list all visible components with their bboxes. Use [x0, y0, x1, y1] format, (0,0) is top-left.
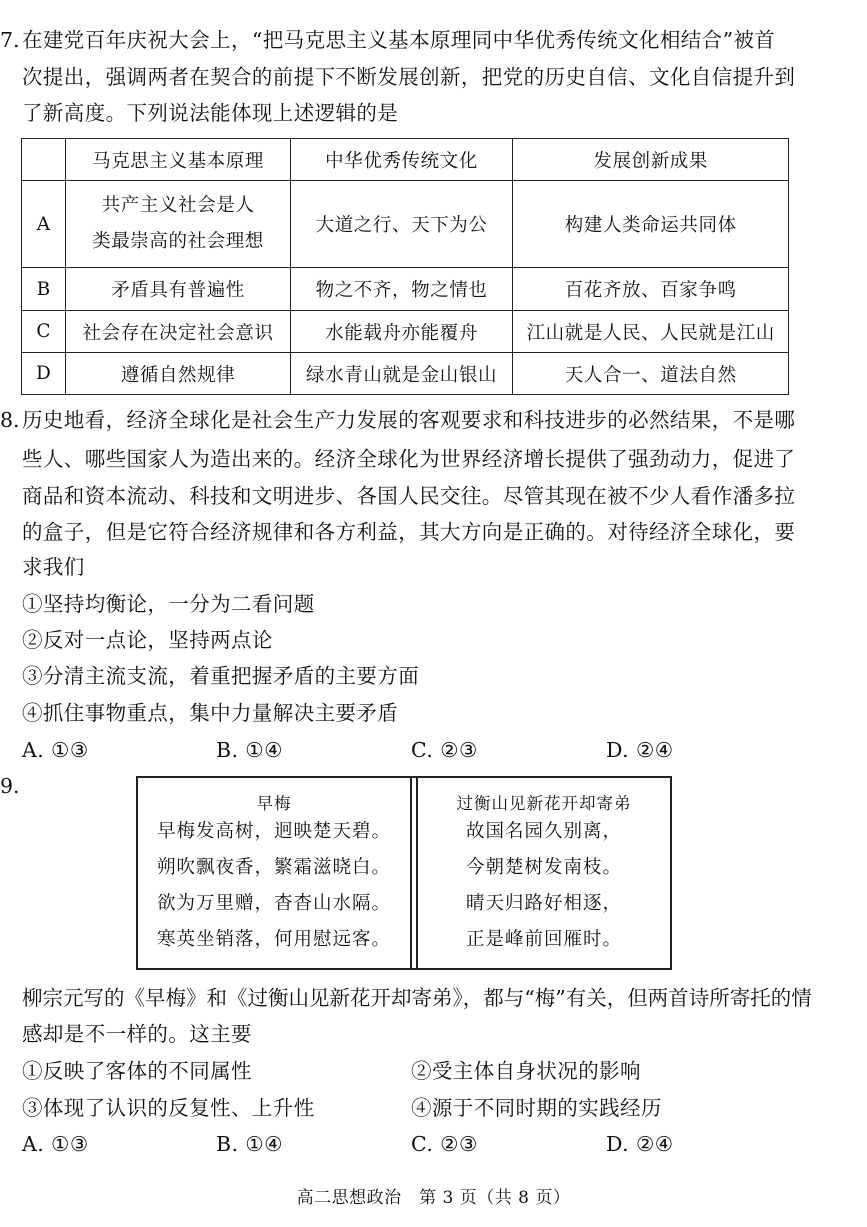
q7-row-label: D [22, 353, 66, 395]
q7-stem-line-2: 次提出，强调两者在契合的前提下不断发展创新，把党的历史自信、文化自信提升到 [22, 65, 796, 89]
q8-statement-1: ①坚持均衡论，一分为二看问题 [22, 592, 315, 616]
q8-statement-2: ②反对一点论，坚持两点论 [22, 628, 273, 652]
q9-number: 9. [0, 774, 20, 798]
poem-zaomei-line-2: 朔吹飘夜香，繁霜滋晓白。 [156, 857, 391, 878]
q8-option-d[interactable]: D. ②④ [606, 738, 674, 762]
q7-table-header-row [22, 139, 789, 181]
poem-zaomei-line-4: 寒英坐销落，何用慰远客。 [156, 929, 391, 950]
q7-row-principle: 矛盾具有普遍性 [66, 268, 290, 311]
q9-statement-3: ③体现了认识的反复性、上升性 [22, 1096, 315, 1120]
q9-statement-4: ④源于不同时期的实践经历 [411, 1096, 662, 1120]
q9-stem-line-2: 感却是不一样的。这主要 [22, 1022, 252, 1046]
q7-stem-line-3: 了新高度。下列说法能体现上述逻辑的是 [22, 101, 399, 125]
q7-table [21, 138, 789, 395]
poem-zaomei-title: 早梅 [256, 794, 292, 813]
q8-stem-line-3: 商品和资本流动、科技和文明进步、各国人民交往。尽管其现在被不少人看作潘多拉 [22, 484, 796, 508]
q7-row-culture: 大道之行、天下为公 [290, 181, 513, 268]
q7-row-principle: 社会存在决定社会意识 [66, 311, 290, 353]
q8-stem-line-5: 求我们 [22, 555, 85, 579]
q9-poem-box [136, 776, 672, 970]
q7-header-principle: 马克思主义基本原理 [66, 139, 290, 181]
q7-row-result: 百花齐放、百家争鸣 [513, 268, 789, 311]
poem-zaomei [138, 778, 412, 968]
q8-stem-line-4: 的盒子，但是它符合经济规律和各方利益，其大方向是正确的。对待经济全球化，要 [22, 520, 796, 544]
poem-hengshan-line-3: 晴天归路好相逐， [465, 893, 622, 914]
q7-row-principle [66, 181, 290, 268]
page-footer: 高二思想政治 第 3 页（共 8 页） [296, 1188, 571, 1208]
q8-option-a[interactable]: A. ①③ [22, 738, 89, 762]
q8-stem-line-1: 历史地看，经济全球化是社会生产力发展的客观要求和科技进步的必然结果，不是哪 [22, 408, 796, 432]
q7-row-label: A [22, 181, 66, 268]
poem-hengshan-line-2: 今朝楚树发南枝。 [465, 857, 622, 878]
q7-header-culture: 中华优秀传统文化 [290, 139, 513, 181]
q7-header-empty [22, 139, 66, 181]
q7-row-principle-line: 共产主义社会是人 [101, 195, 255, 216]
q7-row-culture: 绿水青山就是金山银山 [290, 353, 513, 395]
poem-zaomei-line-3: 欲为万里赠，杳杳山水隔。 [156, 893, 391, 914]
poem-hengshan-line-4: 正是峰前回雁时。 [465, 929, 622, 950]
q7-table-row-d [22, 353, 789, 395]
q7-row-result: 构建人类命运共同体 [513, 181, 789, 268]
q9-statement-1: ①反映了客体的不同属性 [22, 1059, 252, 1083]
q9-option-c[interactable]: C. ②③ [411, 1132, 478, 1156]
q7-row-culture: 物之不齐，物之情也 [290, 268, 513, 311]
q9-stem-line-1: 柳宗元写的《早梅》和《过衡山见新花开却寄弟》，都与“梅”有关，但两首诗所寄托的情 [22, 986, 812, 1010]
q7-row-result: 江山就是人民、人民就是江山 [513, 311, 789, 353]
q8-statement-3: ③分清主流支流，着重把握矛盾的主要方面 [22, 664, 420, 688]
q8-statement-4: ④抓住事物重点，集中力量解决主要矛盾 [22, 701, 399, 725]
q9-option-d[interactable]: D. ②④ [606, 1132, 674, 1156]
poem-hengshan [416, 778, 670, 968]
q9-option-a[interactable]: A. ①③ [22, 1132, 89, 1156]
q9-statement-2: ②受主体自身状况的影响 [411, 1059, 641, 1083]
q7-table-row-b [22, 268, 789, 311]
q8-option-b[interactable]: B. ①④ [216, 738, 283, 762]
q7-header-result: 发展创新成果 [513, 139, 789, 181]
q7-row-label: C [22, 311, 66, 353]
q7-table-row-a [22, 181, 789, 268]
q7-row-label: B [22, 268, 66, 311]
q7-stem-line-1: 在建党百年庆祝大会上，“把马克思主义基本原理同中华优秀传统文化相结合”被首 [22, 28, 776, 52]
q8-stem-line-2: 些人、哪些国家人为造出来的。经济全球化为世界经济增长提供了强劲动力，促进了 [22, 447, 796, 471]
q7-row-result: 天人合一、道法自然 [513, 353, 789, 395]
q8-number: 8. [0, 408, 20, 432]
q7-table-row-c [22, 311, 789, 353]
q7-number: 7. [0, 28, 20, 52]
poem-zaomei-line-1: 早梅发高树，迥映楚天碧。 [156, 821, 391, 842]
q8-option-c[interactable]: C. ②③ [411, 738, 478, 762]
q9-option-b[interactable]: B. ①④ [216, 1132, 283, 1156]
poem-hengshan-title: 过衡山见新花开却寄弟 [456, 794, 632, 813]
poem-hengshan-line-1: 故国名园久别离， [465, 821, 622, 842]
q7-row-culture: 水能载舟亦能覆舟 [290, 311, 513, 353]
q7-row-principle-line: 类最崇高的社会理想 [92, 231, 264, 252]
q7-row-principle: 遵循自然规律 [66, 353, 290, 395]
